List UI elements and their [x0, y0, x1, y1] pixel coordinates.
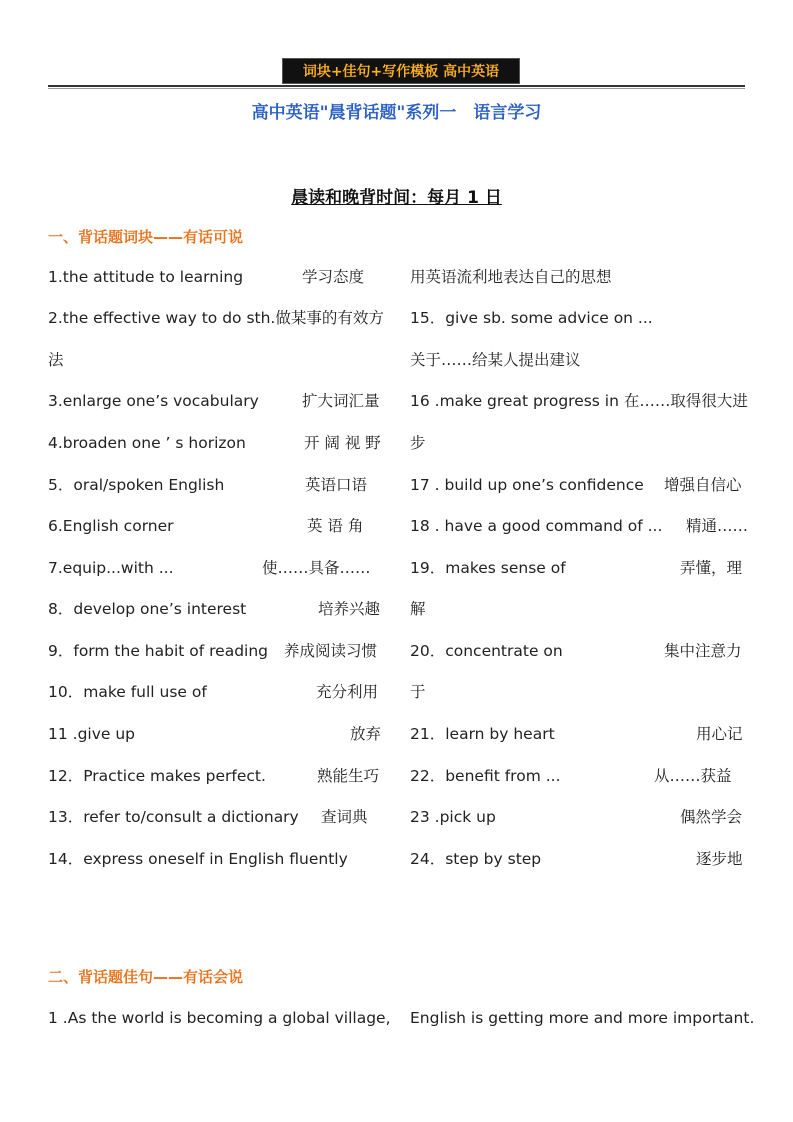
vocab-item: 3.enlarge one’s vocabulary — [48, 392, 259, 410]
vocab-item: 22．benefit from ... — [410, 767, 561, 785]
header-rule — [48, 85, 745, 87]
vocab-item: 16 .make great progress in 在……取得很大进 — [410, 392, 748, 410]
vocab-item: 24．step by step — [410, 850, 542, 868]
vocab-item: 11 .give up — [48, 725, 136, 743]
vocab-meaning: 充分利用 — [316, 683, 379, 701]
series-title: 高中英语"晨背话题"系列一 语言学习 — [251, 103, 542, 123]
vocab-item: 1.the attitude to learning — [48, 268, 244, 286]
vocab-meaning: 集中注意力 — [664, 642, 742, 660]
sentence-part-left: 1 .As the world is becoming a global village, — [48, 1009, 391, 1027]
vocab-item: 7.equip...with ... — [48, 559, 174, 577]
vocab-item: 步 — [410, 434, 426, 452]
vocab-item: 18 . have a good command of ... — [410, 517, 663, 535]
vocab-item: 关于……给某人提出建议 — [410, 351, 581, 369]
vocab-item: 23 .pick up — [410, 808, 496, 826]
vocab-item: 20．concentrate on — [410, 642, 563, 660]
vocab-meaning: 从……获益 — [654, 767, 732, 785]
vocab-meaning: 熟能生巧 — [317, 767, 380, 785]
sentence-part-right: English is getting more and more important. — [410, 1009, 755, 1027]
vocab-item: 6.English corner — [48, 517, 174, 535]
vocab-meaning: 培养兴趣 — [318, 600, 381, 618]
vocab-meaning: 弄懂，理 — [680, 559, 743, 577]
vocab-item: 2.the effective way to do sth.做某事的有效方 — [48, 309, 384, 327]
section2-title: 二、背话题佳句——有话会说 — [48, 968, 244, 986]
vocab-item: 17 . build up one’s confidence — [410, 476, 644, 494]
vocab-item: 用英语流利地表达自己的思想 — [410, 268, 612, 286]
vocab-meaning: 用心记 — [696, 725, 743, 743]
vocab-item: 21．learn by heart — [410, 725, 555, 743]
vocab-item: 4.broaden one ’ s horizon — [48, 434, 246, 452]
vocab-meaning: 使……具备…… — [262, 559, 371, 577]
vocab-meaning: 逐步地 — [696, 850, 743, 868]
vocab-meaning: 英 语 角 — [307, 517, 364, 535]
vocab-meaning: 养成阅读习惯 — [284, 642, 378, 660]
vocab-meaning: 扩大词汇量 — [302, 392, 380, 410]
vocab-item: 14．express oneself in English fluently — [48, 850, 348, 868]
vocab-item: 19．makes sense of — [410, 559, 566, 577]
vocab-item: 10．make full use of — [48, 683, 207, 701]
vocab-meaning: 学习态度 — [302, 268, 365, 286]
vocab-item: 12．Practice makes perfect. — [48, 767, 266, 785]
vocab-item: 解 — [410, 600, 426, 618]
vocab-meaning: 偶然学会 — [680, 808, 743, 826]
vocab-meaning: 放弃 — [350, 725, 382, 743]
vocab-meaning: 精通…… — [686, 517, 749, 535]
date-title: 晨读和晚背时间：每月 1 日 — [291, 188, 502, 208]
vocab-item: 8．develop one’s interest — [48, 600, 247, 618]
vocab-item: 9．form the habit of reading — [48, 642, 269, 660]
vocab-meaning: 开 阔 视 野 — [304, 434, 381, 452]
vocab-item: 15．give sb. some advice on ... — [410, 309, 653, 327]
vocab-meaning: 查词典 — [321, 808, 368, 826]
header-badge: 词块+佳句+写作模板 高中英语 — [282, 58, 520, 84]
vocab-item: 5．oral/spoken English — [48, 476, 225, 494]
section1-title: 一、背话题词块——有话可说 — [48, 228, 244, 246]
vocab-meaning: 增强自信心 — [664, 476, 742, 494]
vocab-meaning: 英语口语 — [305, 476, 368, 494]
vocab-item: 13．refer to/consult a dictionary — [48, 808, 299, 826]
header-rule-thin — [48, 88, 745, 89]
vocab-item: 于 — [410, 683, 426, 701]
vocab-item: 法 — [48, 351, 64, 369]
